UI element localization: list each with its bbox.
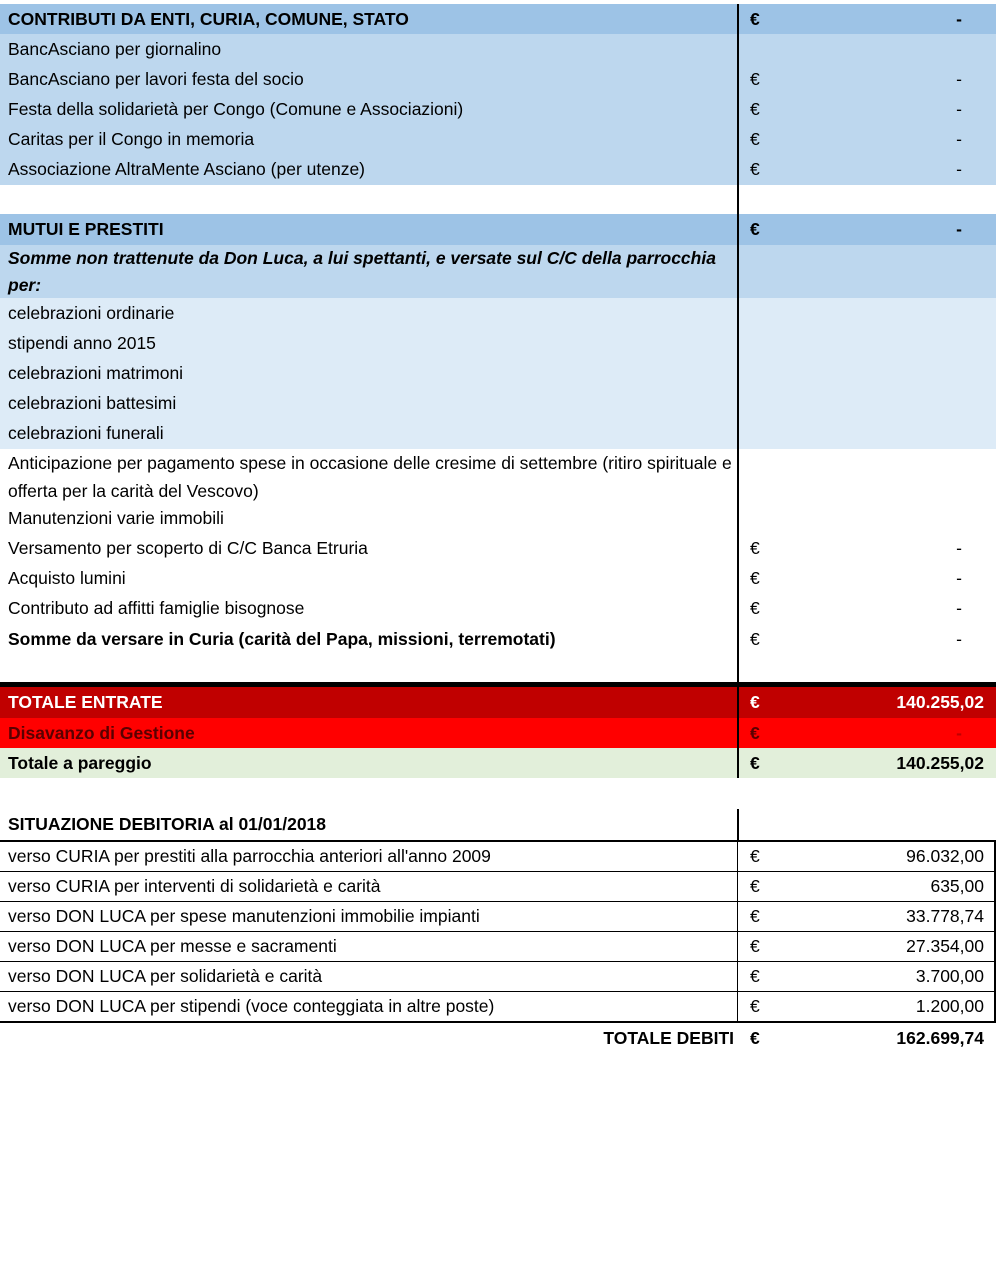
contributi-item-euro: € (750, 68, 760, 89)
mutui-subtitle: Somme non trattenute da Don Luca, a lui spettanti, e versate sul C/C della parrocchia per: (8, 248, 716, 295)
debiti-item-euro: € (750, 996, 760, 1016)
mutui-header-row (0, 214, 996, 245)
contributi-item-row (0, 154, 996, 185)
mutui-subtitle-row (0, 245, 996, 298)
contributi-item-label: Festa della solidarietà per Congo (Comune e Associazioni) (8, 98, 464, 119)
mutui-item-amount: - (956, 537, 962, 558)
mutui-sub-item-label: stipendi anno 2015 (8, 332, 156, 353)
debiti-item-euro: € (750, 936, 760, 956)
contributi-item-euro: € (750, 98, 760, 119)
debiti-item-label: verso CURIA per prestiti alla parrocchia anteriori all'anno 2009 (0, 842, 738, 871)
contributi-item-label: BancAsciano per lavori festa del socio (8, 68, 304, 89)
mutui-title: MUTUI E PRESTITI (8, 219, 164, 239)
mutui-item-euro: € (750, 537, 760, 558)
mutui-euro: € (750, 219, 760, 239)
debiti-row (0, 841, 996, 871)
disavanzo-amount: - (956, 722, 962, 743)
disavanzo-euro: € (750, 722, 760, 743)
contributi-item-label: BancAsciano per giornalino (8, 38, 222, 59)
contributi-item-amount (778, 34, 996, 64)
debiti-item-amount: 1.200,00 (915, 996, 984, 1016)
mutui-item-label: Acquisto lumini (8, 567, 126, 588)
contributi-item-euro (738, 34, 778, 64)
contributi-item-row (0, 64, 996, 94)
curia-label: Somme da versare in Curia (carità del Papa, missioni, terremotati) (8, 628, 556, 649)
contributi-item-amount: - (956, 98, 962, 119)
mutui-item-euro: € (750, 567, 760, 588)
mutui-sub-item (0, 358, 996, 388)
manutenzioni-row (0, 503, 996, 533)
totale-debiti-amount: 162.699,74 (896, 1027, 984, 1048)
contributi-item-amount: - (956, 68, 962, 89)
totale-entrate-amount: 140.255,02 (896, 692, 984, 712)
debiti-title: SITUAZIONE DEBITORIA al 01/01/2018 (8, 814, 327, 834)
mutui-sub-item (0, 388, 996, 418)
mutui-item-row (0, 533, 996, 563)
mutui-item-row (0, 563, 996, 593)
pareggio-amount: 140.255,02 (896, 752, 984, 773)
column-divider (737, 4, 739, 778)
totale-entrate-label: TOTALE ENTRATE (8, 692, 163, 712)
mutui-sub-item (0, 418, 996, 449)
mutui-sub-item-label: celebrazioni matrimoni (8, 362, 184, 383)
contributi-item-euro: € (750, 159, 760, 179)
debiti-row (0, 901, 996, 931)
pareggio-label: Totale a pareggio (8, 752, 152, 773)
debiti-row (0, 871, 996, 901)
mutui-item-label: Versamento per scoperto di C/C Banca Etruria (8, 537, 368, 558)
totale-debiti-row (0, 1023, 996, 1053)
disavanzo-label: Disavanzo di Gestione (8, 722, 195, 743)
curia-row (0, 623, 996, 655)
debiti-item-amount: 635,00 (930, 876, 984, 896)
contributi-header-row (0, 4, 996, 34)
debiti-item-euro: € (750, 876, 760, 896)
disavanzo-row (0, 718, 996, 748)
contributi-euro: € (750, 8, 760, 29)
totale-debiti-euro: € (750, 1027, 760, 1048)
debiti-item-label: verso CURIA per interventi di solidarietà e carità (0, 872, 738, 901)
mutui-item-label: Contributo ad affitti famiglie bisognose (8, 597, 305, 618)
mutui-item-row (0, 593, 996, 623)
contributi-item-label: Associazione AltraMente Asciano (per utenze) (8, 159, 365, 179)
mutui-item-euro: € (750, 597, 760, 618)
contributi-item-row (0, 34, 996, 64)
anticipazione-row (0, 449, 996, 503)
contributi-item-label: Caritas per il Congo in memoria (8, 128, 255, 149)
debiti-item-label: verso DON LUCA per solidarietà e carità (0, 962, 738, 991)
curia-euro: € (750, 628, 760, 649)
mutui-sub-item-label: celebrazioni funerali (8, 423, 164, 443)
debiti-item-label: verso DON LUCA per stipendi (voce conteggiata in altre poste) (0, 992, 738, 1021)
debiti-item-euro: € (750, 966, 760, 986)
debiti-header-divider (737, 809, 739, 840)
debiti-item-euro: € (750, 906, 760, 926)
debiti-table (0, 840, 996, 1022)
mutui-sub-item-label: celebrazioni ordinarie (8, 302, 175, 323)
debiti-row (0, 931, 996, 961)
debiti-row (0, 961, 996, 991)
debiti-right-line (994, 840, 996, 1022)
curia-amount: - (956, 628, 962, 649)
contributi-item-amount: - (956, 159, 962, 179)
debiti-item-label: verso DON LUCA per messe e sacramenti (0, 932, 738, 961)
mutui-sub-item-label: celebrazioni battesimi (8, 392, 177, 413)
debiti-item-amount: 96.032,00 (906, 846, 984, 866)
mutui-amount: - (956, 219, 962, 239)
debiti-row (0, 991, 996, 1021)
anticipazione-label: Anticipazione per pagamento spese in occasione delle cresime di settembre (ritiro spirituale e offerta per la carità del Vescovo) (8, 453, 732, 501)
totale-entrate-euro: € (750, 692, 760, 712)
mutui-sub-item (0, 298, 996, 328)
debiti-item-label: verso DON LUCA per spese manutenzioni immobilie impianti (0, 902, 738, 931)
pareggio-row (0, 748, 996, 778)
debiti-item-amount: 27.354,00 (906, 936, 984, 956)
contributi-item-amount: - (956, 128, 962, 149)
mutui-item-amount: - (956, 567, 962, 588)
debiti-item-amount: 33.778,74 (906, 906, 984, 926)
totale-debiti-label: TOTALE DEBITI (603, 1027, 734, 1048)
contributi-item-euro: € (750, 128, 760, 149)
debiti-item-euro: € (750, 846, 760, 866)
manutenzioni-label: Manutenzioni varie immobili (8, 507, 224, 528)
totale-entrate-row (0, 687, 996, 718)
contributi-item-row (0, 94, 996, 124)
mutui-sub-item (0, 328, 996, 358)
contributi-item-row (0, 124, 996, 154)
mutui-item-amount: - (956, 597, 962, 618)
contributi-amount: - (956, 8, 962, 29)
debiti-header-row (0, 809, 996, 840)
debiti-item-amount: 3.700,00 (915, 966, 984, 986)
contributi-title: CONTRIBUTI DA ENTI, CURIA, COMUNE, STATO (8, 8, 409, 29)
pareggio-euro: € (750, 752, 760, 773)
